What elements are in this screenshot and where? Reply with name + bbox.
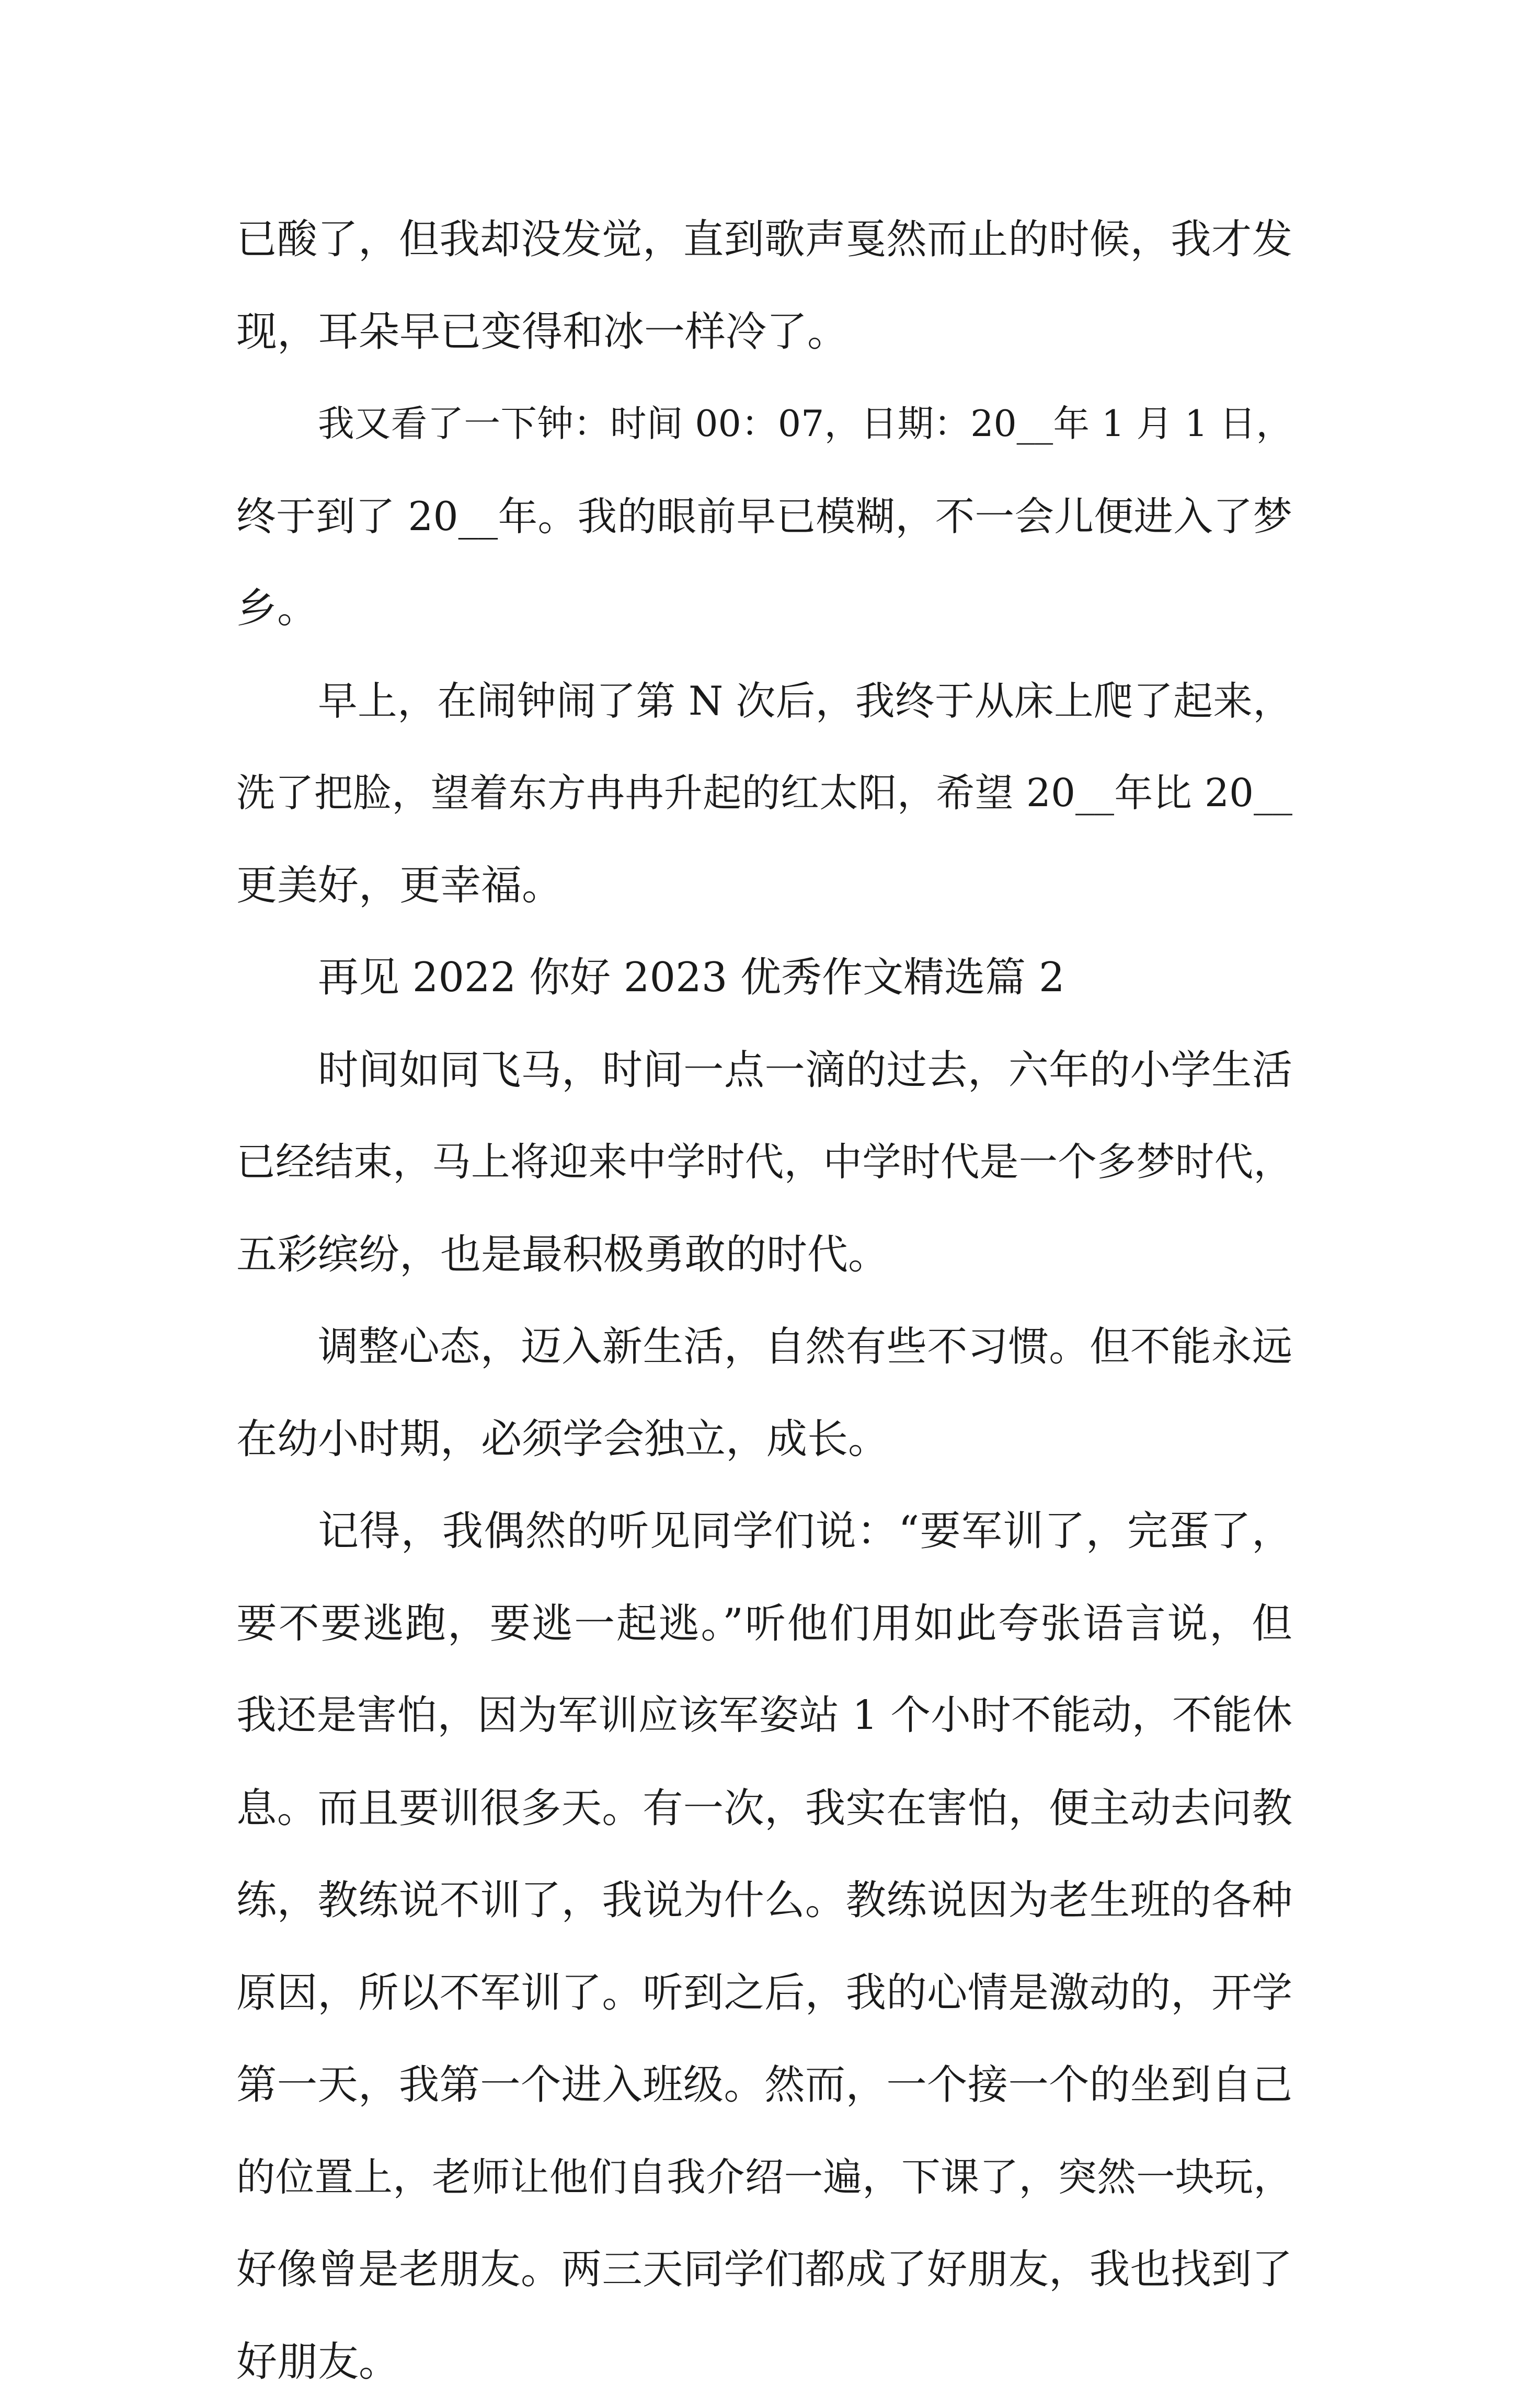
text-line: 原因，所以不军训了。听到之后，我的心情是激动的，开学 (236, 1947, 1292, 2039)
text-line: 已经结束，马上将迎来中学时代，中学时代是一个多梦时代， (236, 1116, 1292, 1209)
text-line: 在幼小时期，必须学会独立，成长。 (236, 1393, 1292, 1486)
text-line: 终于到了 20__年。我的眼前早已模糊，不一会儿便进入了梦 (236, 471, 1292, 563)
text-line: 要不要逃跑，要逃一起逃。”听他们用如此夸张语言说，但 (236, 1578, 1292, 1670)
text-line: 洗了把脸，望着东方冉冉升起的红太阳，希望 20__年比 20__ (236, 747, 1292, 840)
text-line: 现，耳朵早已变得和冰一样冷了。 (236, 286, 1292, 379)
text-line: 我又看了一下钟：时间 00：07，日期：20__年 1 月 1 日， (236, 378, 1292, 471)
text-line: 好朋友。 (236, 2316, 1292, 2408)
text-line: 息。而且要训很多天。有一次，我实在害怕，便主动去问教 (236, 1762, 1292, 1855)
text-line: 早上，在闹钟闹了第 N 次后，我终于从床上爬了起来， (236, 655, 1292, 748)
text-line: 好像曾是老朋友。两三天同学们都成了好朋友，我也找到了 (236, 2223, 1292, 2316)
body-text (236, 193, 1292, 2408)
text-line: 五彩缤纷，也是最积极勇敢的时代。 (236, 1209, 1292, 1301)
text-line: 时间如同飞马，时间一点一滴的过去，六年的小学生活 (236, 1024, 1292, 1117)
text-line: 第一天，我第一个进入班级。然而，一个接一个的坐到自己 (236, 2039, 1292, 2131)
text-line: 练，教练说不训了，我说为什么。教练说因为老生班的各种 (236, 1854, 1292, 1947)
text-line: 已酸了，但我却没发觉，直到歌声戛然而止的时候，我才发 (236, 193, 1292, 286)
text-line: 更美好，更幸福。 (236, 840, 1292, 932)
section-heading: 再见 2022 你好 2023 优秀作文精选篇 2 (236, 932, 1292, 1024)
text-line: 调整心态，迈入新生活，自然有些不习惯。但不能永远 (236, 1301, 1292, 1393)
text-line: 我还是害怕，因为军训应该军姿站 1 个小时不能动，不能休 (236, 1670, 1292, 1762)
text-line: 乡。 (236, 563, 1292, 655)
text-line: 的位置上，老师让他们自我介绍一遍，下课了，突然一块玩， (236, 2131, 1292, 2224)
text-line: 记得，我偶然的听见同学们说：“要军训了，完蛋了， (236, 1485, 1292, 1578)
